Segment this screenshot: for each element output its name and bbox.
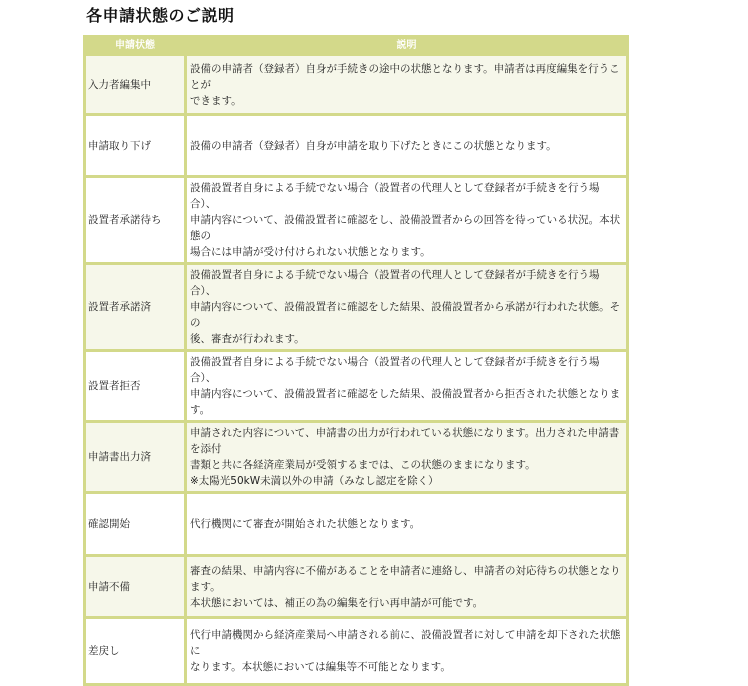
- status-description: [186, 264, 628, 351]
- status-name: 設置者承諾待ち: [85, 177, 186, 264]
- status-description: [186, 55, 628, 115]
- column-header-status: 申請状態: [85, 37, 186, 55]
- status-name: 設置者拒否: [85, 351, 186, 422]
- table-row: [85, 556, 628, 618]
- table-row: [85, 115, 628, 177]
- description-line: なります。本状態においては編集等不可能となります。: [190, 661, 451, 673]
- table-row: [85, 351, 628, 422]
- description-line: 設備設置者自身による手続でない場合（設置者の代理人として登録者が手続きを行う場合）、: [190, 269, 600, 297]
- table-row: [85, 264, 628, 351]
- status-description: [186, 493, 628, 556]
- status-name: 申請書出力済: [85, 422, 186, 493]
- description-line: 申請内容について、設備設置者に確認をし、設備設置者からの回答を待っている状況。本状態の: [190, 214, 621, 242]
- description-line: 設備設置者自身による手続でない場合（設置者の代理人として登録者が手続きを行う場合）、: [190, 356, 600, 384]
- status-description: [186, 115, 628, 177]
- description-line: 設備の申請者（登録者）自身が申請を取り下げたときにこの状態となります。: [190, 139, 557, 152]
- description-line: 設備設置者自身による手続でない場合（設置者の代理人として登録者が手続きを行う場合）、: [190, 182, 600, 210]
- table-row: [85, 422, 628, 493]
- table-row: [85, 493, 628, 556]
- description-line: 書類と共に各経済産業局が受領するまでは、この状態のままになります。: [190, 459, 536, 471]
- description-line: 後、審査が行われます。: [190, 333, 305, 345]
- description-line: 申請内容について、設備設置者に確認をした結果、設備設置者から承諾が行われた状態。その: [190, 301, 621, 329]
- column-header-description: 説明: [186, 37, 628, 55]
- description-line: 代行申請機関から経済産業局へ申請される前に、設備設置者に対して申請を却下された状態に: [190, 629, 621, 657]
- status-name: 差戻し: [85, 618, 186, 685]
- status-description: [186, 351, 628, 422]
- description-line: 申請内容について、設備設置者に確認をした結果、設備設置者から拒否された状態となります。: [190, 388, 621, 416]
- status-name: 確認開始: [85, 493, 186, 556]
- description-line: できます。: [190, 94, 242, 107]
- description-line: 設備の申請者（登録者）自身が手続きの途中の状態となります。申請者は再度編集を行うことが: [190, 62, 620, 91]
- table-row: [85, 55, 628, 115]
- status-name: 申請取り下げ: [85, 115, 186, 177]
- page-title: 各申請状態のご説明: [86, 6, 235, 25]
- status-name: 申請不備: [85, 556, 186, 618]
- status-name: 入力者編集中: [85, 55, 186, 115]
- description-line: 場合には申請が受け付けられない状態となります。: [190, 246, 431, 258]
- status-name: 設置者承諾済: [85, 264, 186, 351]
- table-header-row: [85, 37, 628, 55]
- table-row: [85, 618, 628, 685]
- description-line: 申請された内容について、申請書の出力が行われている状態になります。出力された申請書を添付: [190, 427, 620, 455]
- description-line: 本状態においては、補正の為の編集を行い再申請が可能です。: [190, 596, 484, 609]
- status-description: [186, 422, 628, 493]
- status-description: [186, 618, 628, 685]
- description-line: ※太陽光50kW未満以外の申請（みなし認定を除く）: [190, 475, 439, 487]
- status-description: [186, 177, 628, 264]
- description-line: 代行機関にて審査が開始された状態となります。: [190, 518, 421, 530]
- status-table: [83, 35, 629, 686]
- table-row: [85, 177, 628, 264]
- description-line: 審査の結果、申請内容に不備があることを申請者に連絡し、申請者の対応待ちの状態となります。: [190, 564, 621, 593]
- status-description: [186, 556, 628, 618]
